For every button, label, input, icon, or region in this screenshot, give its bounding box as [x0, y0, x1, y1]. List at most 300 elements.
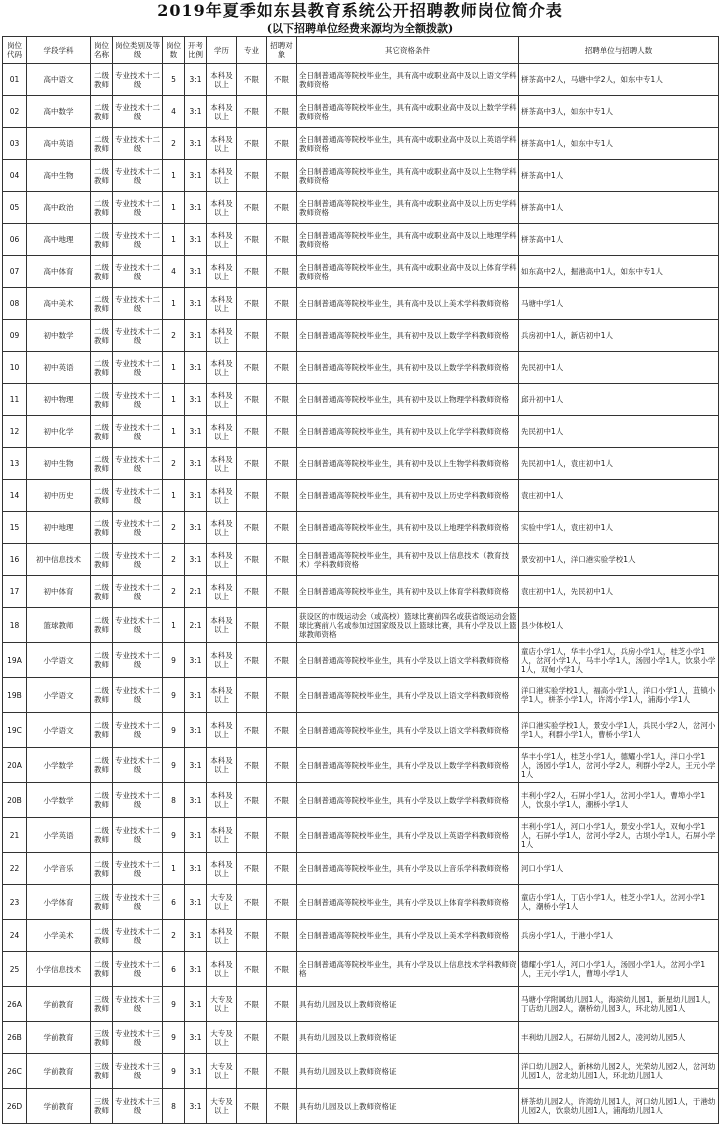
table-row: [3, 128, 719, 160]
row-target: 不限: [267, 920, 297, 952]
row-ratio: 2:1: [185, 576, 207, 608]
row-condition: 全日制普通高等院校毕业生，具有初中及以上数学学科教师资格: [297, 352, 519, 384]
header-category: 岗位类别及等级: [113, 37, 163, 64]
row-target: 不限: [267, 160, 297, 192]
row-major: 不限: [237, 1089, 267, 1124]
row-education: 本科及以上: [207, 608, 237, 643]
row-category: 专业技术十二级: [113, 480, 163, 512]
row-code: 20A: [3, 748, 27, 783]
row-count: 9: [163, 643, 185, 678]
row-subject: 小学美术: [27, 920, 91, 952]
row-major: 不限: [237, 256, 267, 288]
row-target: 不限: [267, 1022, 297, 1054]
row-education: 本科及以上: [207, 544, 237, 576]
row-subject: 高中地理: [27, 224, 91, 256]
row-ratio: 3:1: [185, 748, 207, 783]
recruitment-table: [2, 36, 719, 1124]
header-code: 岗位代码: [3, 37, 27, 64]
row-education: 大专及以上: [207, 1089, 237, 1124]
row-subject: 高中体育: [27, 256, 91, 288]
header-education: 学历: [207, 37, 237, 64]
row-condition: 全日制普通高等院校毕业生，具有高中或职业高中及以上地理学科教师资格: [297, 224, 519, 256]
row-units: 如东高中2人，掘港高中1人，如东中专1人: [519, 256, 719, 288]
row-subject: 学前教育: [27, 1089, 91, 1124]
table-row: [3, 256, 719, 288]
row-target: 不限: [267, 987, 297, 1022]
table-row: [3, 818, 719, 853]
row-ratio: 3:1: [185, 885, 207, 920]
table-row: [3, 512, 719, 544]
row-education: 本科及以上: [207, 160, 237, 192]
row-condition: 全日制普通高等院校毕业生，具有小学及以上音乐学科教师资格: [297, 853, 519, 885]
row-education: 本科及以上: [207, 416, 237, 448]
header-post: 岗位名称: [91, 37, 113, 64]
row-condition: 全日制普通高等院校毕业生，具有初中及以上数学学科教师资格: [297, 320, 519, 352]
row-units: 童店小学1人，华丰小学1人，兵房小学1人，桂芝小学1人，岔河小学1人，马丰小学1人，汤园小学1人，饮泉小学1人，双甸小学1人: [519, 643, 719, 678]
row-units: 先民初中1人: [519, 352, 719, 384]
row-post: 三级教师: [91, 885, 113, 920]
row-units: 栟茶高中2人，马塘中学2人，如东中专1人: [519, 64, 719, 96]
row-education: 本科及以上: [207, 96, 237, 128]
row-category: 专业技术十二级: [113, 748, 163, 783]
row-condition: 全日制普通高等院校毕业生，具有高中或职业高中及以上生物学科教师资格: [297, 160, 519, 192]
row-condition: 全日制普通高等院校毕业生，具有初中及以上历史学科教师资格: [297, 480, 519, 512]
row-subject: 初中英语: [27, 352, 91, 384]
header-target: 招聘对象: [267, 37, 297, 64]
row-count: 1: [163, 416, 185, 448]
row-category: 专业技术十二级: [113, 853, 163, 885]
row-major: 不限: [237, 920, 267, 952]
row-units: 栟茶高中1人，如东中专1人: [519, 128, 719, 160]
row-subject: 初中数学: [27, 320, 91, 352]
row-units: 邱升初中1人: [519, 384, 719, 416]
row-subject: 小学体育: [27, 885, 91, 920]
row-code: 10: [3, 352, 27, 384]
table-row: [3, 1089, 719, 1124]
row-target: 不限: [267, 480, 297, 512]
row-units: 兵房小学1人，于港小学1人: [519, 920, 719, 952]
row-major: 不限: [237, 384, 267, 416]
row-units: 德耀小学1人，河口小学1人，汤园小学1人，岔河小学1人，王元小学1人，曹埠小学1人: [519, 952, 719, 987]
row-major: 不限: [237, 783, 267, 818]
table-row: [3, 783, 719, 818]
row-condition: 全日制普通高等院校毕业生，具有高中或职业高中及以上语文学科教师资格: [297, 64, 519, 96]
row-units: 童店小学1人，丁店小学1人，桂芝小学1人，岔河小学1人，潮桥小学1人: [519, 885, 719, 920]
row-ratio: 3:1: [185, 160, 207, 192]
row-code: 06: [3, 224, 27, 256]
row-code: 19B: [3, 678, 27, 713]
row-code: 15: [3, 512, 27, 544]
row-ratio: 3:1: [185, 512, 207, 544]
table-row: [3, 448, 719, 480]
row-ratio: 3:1: [185, 1089, 207, 1124]
table-row: [3, 544, 719, 576]
row-post: 二级教师: [91, 128, 113, 160]
row-ratio: 3:1: [185, 352, 207, 384]
row-ratio: 3:1: [185, 256, 207, 288]
table-row: [3, 748, 719, 783]
row-code: 14: [3, 480, 27, 512]
row-count: 9: [163, 1022, 185, 1054]
row-target: 不限: [267, 384, 297, 416]
row-target: 不限: [267, 64, 297, 96]
row-target: 不限: [267, 512, 297, 544]
header-units: 招聘单位与招聘人数: [519, 37, 719, 64]
row-subject: 初中体育: [27, 576, 91, 608]
row-education: 本科及以上: [207, 783, 237, 818]
row-education: 本科及以上: [207, 678, 237, 713]
row-category: 专业技术十二级: [113, 416, 163, 448]
row-count: 2: [163, 448, 185, 480]
document-subtitle: (以下招聘单位经费来源均为全额拨款): [266, 22, 454, 35]
row-category: 专业技术十二级: [113, 288, 163, 320]
row-category: 专业技术十二级: [113, 352, 163, 384]
table-row: [3, 576, 719, 608]
row-subject: 小学数学: [27, 748, 91, 783]
table-row: [3, 608, 719, 643]
row-condition: 全日制普通高等院校毕业生，具有高中或职业高中及以上历史学科教师资格: [297, 192, 519, 224]
row-condition: 获设区的市级运动会（或高校）篮球比赛前四名或获省级运动会篮球比赛前八名或参加过国家级及以上篮球比赛，具有小学及以上篮球教师资格: [297, 608, 519, 643]
row-count: 5: [163, 64, 185, 96]
row-major: 不限: [237, 352, 267, 384]
row-post: 二级教师: [91, 480, 113, 512]
row-post: 二级教师: [91, 713, 113, 748]
row-education: 本科及以上: [207, 643, 237, 678]
row-education: 本科及以上: [207, 480, 237, 512]
table-row: [3, 1054, 719, 1089]
table-row: [3, 480, 719, 512]
row-count: 9: [163, 748, 185, 783]
row-post: 二级教师: [91, 678, 113, 713]
row-category: 专业技术十三级: [113, 885, 163, 920]
row-category: 专业技术十二级: [113, 448, 163, 480]
row-subject: 高中生物: [27, 160, 91, 192]
row-post: 二级教师: [91, 643, 113, 678]
row-ratio: 3:1: [185, 480, 207, 512]
row-count: 1: [163, 192, 185, 224]
row-post: 二级教师: [91, 448, 113, 480]
row-ratio: 3:1: [185, 1054, 207, 1089]
row-category: 专业技术十二级: [113, 920, 163, 952]
row-category: 专业技术十二级: [113, 576, 163, 608]
table-row: [3, 987, 719, 1022]
row-subject: 小学信息技术: [27, 952, 91, 987]
row-units: 华丰小学1人，桂芝小学1人，德耀小学1人，洋口小学1人，汤园小学1人，岔河小学2人，利群小学2人，王元小学1人: [519, 748, 719, 783]
table-row: [3, 192, 719, 224]
table-row: [3, 96, 719, 128]
table-row: [3, 64, 719, 96]
row-post: 二级教师: [91, 64, 113, 96]
row-units: 马塘小学附属幼儿园1人，海滨幼儿园1，新星幼儿园1人，丁店幼儿园2人，潮桥幼儿园3人，环北幼儿园1人: [519, 987, 719, 1022]
row-post: 二级教师: [91, 920, 113, 952]
row-education: 本科及以上: [207, 288, 237, 320]
row-subject: 初中化学: [27, 416, 91, 448]
row-condition: 全日制普通高等院校毕业生，具有初中及以上信息技术（教育技术）学科教师资格: [297, 544, 519, 576]
row-subject: 小学音乐: [27, 853, 91, 885]
row-post: 二级教师: [91, 544, 113, 576]
row-subject: 初中信息技术: [27, 544, 91, 576]
row-count: 8: [163, 1089, 185, 1124]
row-count: 9: [163, 678, 185, 713]
row-units: 丰利小学1人，河口小学1人，景安小学1人，双甸小学1人，石屏小学1人，岔河小学2人，古坝小学1人，石屏小学1人: [519, 818, 719, 853]
table-row: [3, 1022, 719, 1054]
row-condition: 全日制普通高等院校毕业生，具有小学及以上体育学科教师资格: [297, 885, 519, 920]
table-row: [3, 416, 719, 448]
row-subject: 初中历史: [27, 480, 91, 512]
row-units: 袁庄初中1人，先民初中1人: [519, 576, 719, 608]
row-post: 三级教师: [91, 1022, 113, 1054]
row-major: 不限: [237, 288, 267, 320]
row-count: 2: [163, 920, 185, 952]
row-condition: 具有幼儿园及以上教师资格证: [297, 987, 519, 1022]
row-condition: 全日制普通高等院校毕业生，具有小学及以上英语学科教师资格: [297, 818, 519, 853]
row-ratio: 3:1: [185, 643, 207, 678]
row-target: 不限: [267, 416, 297, 448]
row-category: 专业技术十二级: [113, 713, 163, 748]
row-target: 不限: [267, 288, 297, 320]
row-code: 08: [3, 288, 27, 320]
row-code: 26A: [3, 987, 27, 1022]
row-condition: 全日制普通高等院校毕业生，具有小学及以上信息技术学科教师资格: [297, 952, 519, 987]
row-post: 二级教师: [91, 853, 113, 885]
row-count: 9: [163, 1054, 185, 1089]
row-subject: 学前教育: [27, 1054, 91, 1089]
row-category: 专业技术十二级: [113, 643, 163, 678]
row-code: 26D: [3, 1089, 27, 1124]
row-category: 专业技术十二级: [113, 320, 163, 352]
row-count: 4: [163, 256, 185, 288]
row-major: 不限: [237, 576, 267, 608]
document-title: 2019年夏季如东县教育系统公开招聘教师岗位简介表: [157, 1, 563, 20]
row-code: 23: [3, 885, 27, 920]
row-category: 专业技术十三级: [113, 1054, 163, 1089]
row-target: 不限: [267, 96, 297, 128]
row-ratio: 3:1: [185, 544, 207, 576]
row-code: 17: [3, 576, 27, 608]
row-ratio: 3:1: [185, 448, 207, 480]
row-units: 栟茶高中1人: [519, 192, 719, 224]
row-units: 袁庄初中1人: [519, 480, 719, 512]
row-category: 专业技术十二级: [113, 224, 163, 256]
row-count: 2: [163, 128, 185, 160]
row-condition: 全日制普通高等院校毕业生，具有初中及以上地理学科教师资格: [297, 512, 519, 544]
row-ratio: 3:1: [185, 320, 207, 352]
row-major: 不限: [237, 480, 267, 512]
row-count: 9: [163, 713, 185, 748]
row-target: 不限: [267, 643, 297, 678]
row-subject: 高中美术: [27, 288, 91, 320]
row-education: 本科及以上: [207, 576, 237, 608]
row-condition: 全日制普通高等院校毕业生，具有初中及以上化学学科教师资格: [297, 416, 519, 448]
row-count: 2: [163, 320, 185, 352]
row-major: 不限: [237, 748, 267, 783]
row-major: 不限: [237, 678, 267, 713]
row-condition: 具有幼儿园及以上教师资格证: [297, 1054, 519, 1089]
row-subject: 高中英语: [27, 128, 91, 160]
row-education: 本科及以上: [207, 192, 237, 224]
row-category: 专业技术十二级: [113, 608, 163, 643]
row-major: 不限: [237, 713, 267, 748]
row-post: 二级教师: [91, 288, 113, 320]
row-major: 不限: [237, 1054, 267, 1089]
row-condition: 全日制普通高等院校毕业生，具有初中及以上物理学科教师资格: [297, 384, 519, 416]
row-education: 大专及以上: [207, 987, 237, 1022]
row-post: 二级教师: [91, 384, 113, 416]
row-code: 26B: [3, 1022, 27, 1054]
table-row: [3, 678, 719, 713]
row-count: 1: [163, 352, 185, 384]
header-count: 岗位数: [163, 37, 185, 64]
row-condition: 全日制普通高等院校毕业生，具有小学及以上数学学科教师资格: [297, 783, 519, 818]
row-major: 不限: [237, 818, 267, 853]
row-subject: 小学语文: [27, 678, 91, 713]
row-education: 本科及以上: [207, 128, 237, 160]
table-body: [3, 64, 719, 1124]
row-condition: 全日制普通高等院校毕业生，具有小学及以上语文学科教师资格: [297, 643, 519, 678]
row-condition: 全日制普通高等院校毕业生，具有高中或职业高中及以上体育学科教师资格: [297, 256, 519, 288]
row-count: 2: [163, 512, 185, 544]
row-category: 专业技术十二级: [113, 818, 163, 853]
row-post: 三级教师: [91, 987, 113, 1022]
row-ratio: 3:1: [185, 783, 207, 818]
table-row: [3, 384, 719, 416]
row-post: 二级教师: [91, 512, 113, 544]
row-education: 本科及以上: [207, 320, 237, 352]
row-ratio: 3:1: [185, 192, 207, 224]
row-post: 二级教师: [91, 224, 113, 256]
row-target: 不限: [267, 818, 297, 853]
row-major: 不限: [237, 1022, 267, 1054]
table-row: [3, 853, 719, 885]
row-education: 本科及以上: [207, 952, 237, 987]
row-count: 2: [163, 544, 185, 576]
row-count: 1: [163, 480, 185, 512]
row-major: 不限: [237, 544, 267, 576]
row-units: 栟茶高中1人: [519, 224, 719, 256]
row-ratio: 2:1: [185, 608, 207, 643]
table-row: [3, 160, 719, 192]
row-count: 1: [163, 608, 185, 643]
row-code: 12: [3, 416, 27, 448]
table-row: [3, 952, 719, 987]
row-post: 二级教师: [91, 608, 113, 643]
row-ratio: 3:1: [185, 224, 207, 256]
row-education: 大专及以上: [207, 1054, 237, 1089]
row-condition: 全日制普通高等院校毕业生，具有小学及以上美术学科教师资格: [297, 920, 519, 952]
row-condition: 具有幼儿园及以上教师资格证: [297, 1089, 519, 1124]
row-category: 专业技术十三级: [113, 1022, 163, 1054]
row-ratio: 3:1: [185, 128, 207, 160]
row-units: 先民初中1人: [519, 416, 719, 448]
table-row: [3, 352, 719, 384]
header-condition: 其它资格条件: [297, 37, 519, 64]
row-category: 专业技术十二级: [113, 952, 163, 987]
row-category: 专业技术十二级: [113, 512, 163, 544]
row-post: 三级教师: [91, 1054, 113, 1089]
row-subject: 初中生物: [27, 448, 91, 480]
row-major: 不限: [237, 128, 267, 160]
row-ratio: 3:1: [185, 920, 207, 952]
row-target: 不限: [267, 748, 297, 783]
row-condition: 全日制普通高等院校毕业生，具有高中或职业高中及以上数学学科教师资格: [297, 96, 519, 128]
row-units: 洋口幼儿园2人，新林幼儿园2人，光荣幼儿园2人，岔河幼儿园1人，岔北幼儿园1人，环北幼儿园1人: [519, 1054, 719, 1089]
row-count: 2: [163, 576, 185, 608]
row-subject: 学前教育: [27, 1022, 91, 1054]
row-major: 不限: [237, 987, 267, 1022]
row-units: 实验中学1人，袁庄初中1人: [519, 512, 719, 544]
row-code: 01: [3, 64, 27, 96]
row-condition: 全日制普通高等院校毕业生，具有小学及以上语文学科教师资格: [297, 678, 519, 713]
row-target: 不限: [267, 544, 297, 576]
row-code: 22: [3, 853, 27, 885]
row-education: 本科及以上: [207, 352, 237, 384]
row-post: 二级教师: [91, 952, 113, 987]
row-code: 09: [3, 320, 27, 352]
row-ratio: 3:1: [185, 818, 207, 853]
row-category: 专业技术十二级: [113, 192, 163, 224]
row-condition: 全日制普通高等院校毕业生，具有高中或职业高中及以上英语学科教师资格: [297, 128, 519, 160]
row-major: 不限: [237, 853, 267, 885]
row-major: 不限: [237, 192, 267, 224]
row-target: 不限: [267, 1089, 297, 1124]
row-major: 不限: [237, 885, 267, 920]
row-category: 专业技术十二级: [113, 544, 163, 576]
row-target: 不限: [267, 448, 297, 480]
row-code: 18: [3, 608, 27, 643]
row-code: 04: [3, 160, 27, 192]
row-subject: 学前教育: [27, 987, 91, 1022]
row-major: 不限: [237, 448, 267, 480]
row-category: 专业技术十二级: [113, 128, 163, 160]
row-code: 21: [3, 818, 27, 853]
row-ratio: 3:1: [185, 1022, 207, 1054]
row-target: 不限: [267, 678, 297, 713]
row-units: 县少体校1人: [519, 608, 719, 643]
row-subject: 初中物理: [27, 384, 91, 416]
row-major: 不限: [237, 64, 267, 96]
row-ratio: 3:1: [185, 96, 207, 128]
table-row: [3, 320, 719, 352]
row-ratio: 3:1: [185, 64, 207, 96]
row-units: 洋口港实验学校1人，景安小学1人，兵民小学2人，岔河小学1人，利群小学1人，曹桥小学1人: [519, 713, 719, 748]
row-code: 13: [3, 448, 27, 480]
row-count: 1: [163, 853, 185, 885]
row-condition: 全日制普通高等院校毕业生，具有初中及以上体育学科教师资格: [297, 576, 519, 608]
row-ratio: 3:1: [185, 288, 207, 320]
row-post: 二级教师: [91, 748, 113, 783]
row-post: 二级教师: [91, 783, 113, 818]
row-target: 不限: [267, 192, 297, 224]
row-education: 本科及以上: [207, 818, 237, 853]
row-major: 不限: [237, 512, 267, 544]
row-code: 19A: [3, 643, 27, 678]
table-row: [3, 643, 719, 678]
row-category: 专业技术十二级: [113, 384, 163, 416]
row-ratio: 3:1: [185, 987, 207, 1022]
table-header-row: [3, 37, 719, 64]
table-row: [3, 288, 719, 320]
row-units: 景安初中1人，洋口港实验学校1人: [519, 544, 719, 576]
row-count: 1: [163, 160, 185, 192]
row-education: 本科及以上: [207, 224, 237, 256]
row-category: 专业技术十二级: [113, 64, 163, 96]
row-subject: 小学语文: [27, 643, 91, 678]
row-code: 16: [3, 544, 27, 576]
row-units: 洋口港实验学校1人，福高小学1人，洋口小学1人，苴镇小学1人，栟茶小学1人，许湾小学1人，浦海小学1人: [519, 678, 719, 713]
row-major: 不限: [237, 224, 267, 256]
row-education: 本科及以上: [207, 256, 237, 288]
row-education: 本科及以上: [207, 64, 237, 96]
